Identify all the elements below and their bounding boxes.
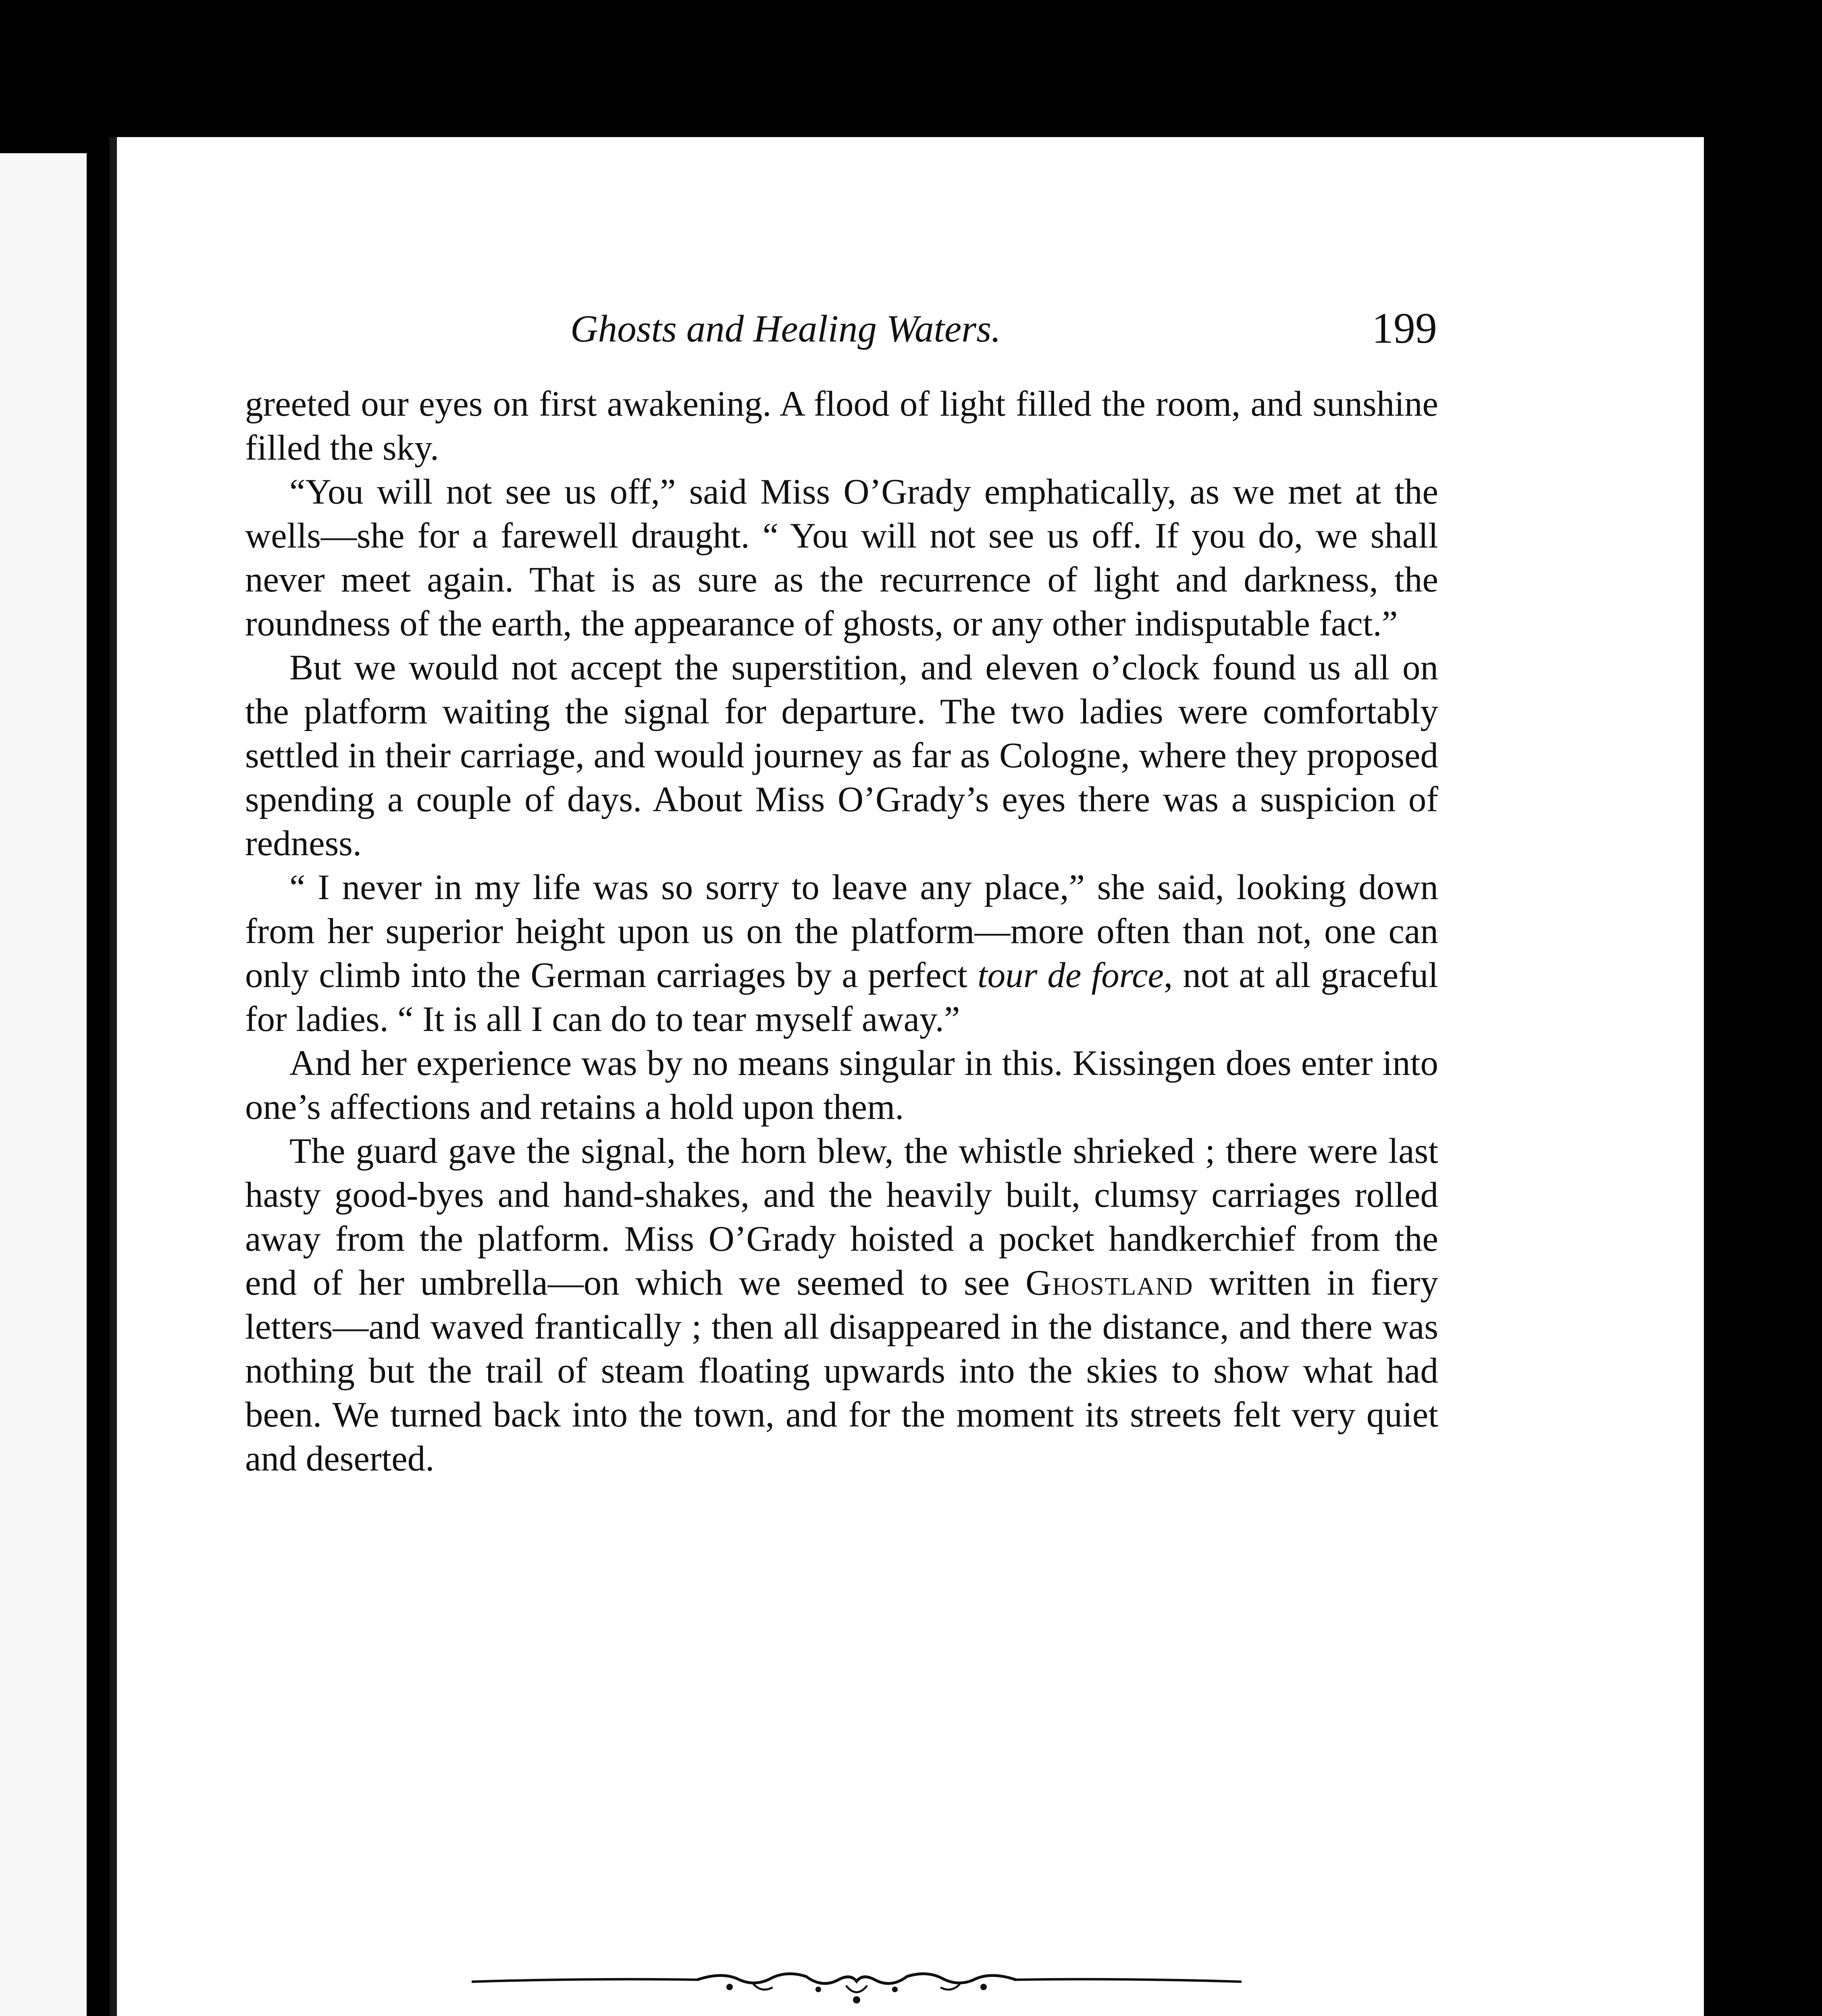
paragraph-4-text-a: “ I never in my life was so sorry to leave any place,” she said, looking down from her superior height upon us on the platform—more often than not, one can only climb into the German carriages by a perfect: [245, 868, 1438, 995]
paragraph-1: greeted our eyes on first awakening. A flood of light filled the room, and sunshine filled the sky.: [245, 384, 1438, 468]
paragraph-6-text-b: written in fiery letters—and waved frantically ; then all disappeared in the distance, and there was nothing but the trail of steam floating upwards into the skies to show what had been. We turned back into the town, and for the moment its streets felt very quiet and deserted.: [245, 1263, 1438, 1479]
body-text: [245, 382, 1438, 1481]
italic-phrase: tour de force: [977, 956, 1164, 995]
page-number: 199: [1372, 304, 1437, 352]
paragraph-4-text-b: , not at all graceful for ladies. “ It is all I can do to tear myself away.”: [245, 956, 1438, 1039]
paragraph-4: [245, 866, 1438, 1041]
paragraph-6-text-a: The guard gave the signal, the horn blew, the whistle shrieked ; there were last hasty good-byes and hand-shakes, and the heavily built, clumsy carriages rolled away from the platform. Miss O’Grady hoisted a pocket handkerchief from the end of her umbrella—on which we seemed to see: [245, 1131, 1438, 1303]
smallcaps-word: Ghostland: [1025, 1263, 1194, 1303]
paragraph-5: And her experience was by no means singular in this. Kissingen does enter into one’s affections and retains a hold upon them.: [245, 1043, 1438, 1127]
running-title: Ghosts and Healing Waters.: [570, 307, 1001, 350]
tailpiece-ornament-icon: [472, 1956, 1242, 2008]
paragraph-6: [245, 1129, 1438, 1481]
previous-page-edge: [0, 153, 87, 2016]
paragraph-2: “You will not see us off,” said Miss O’Grady emphatically, as we met at the wells—she for a farewell draught. “ You will not see us off. If you do, we shall never meet again. That is as sure as the recurrence of light and darkness, the roundness of the earth, the appearance of ghosts, or any other indisputable fact.”: [245, 472, 1438, 644]
running-head: [462, 306, 1437, 351]
paragraph-3: But we would not accept the superstition, and eleven o’clock found us all on the platform waiting the signal for departure. The two ladies were comfortably settled in their carriage, and would journey as far as Cologne, where they proposed spending a couple of days. About Miss O’Grady’s eyes there was a suspicion of redness.: [245, 648, 1438, 863]
